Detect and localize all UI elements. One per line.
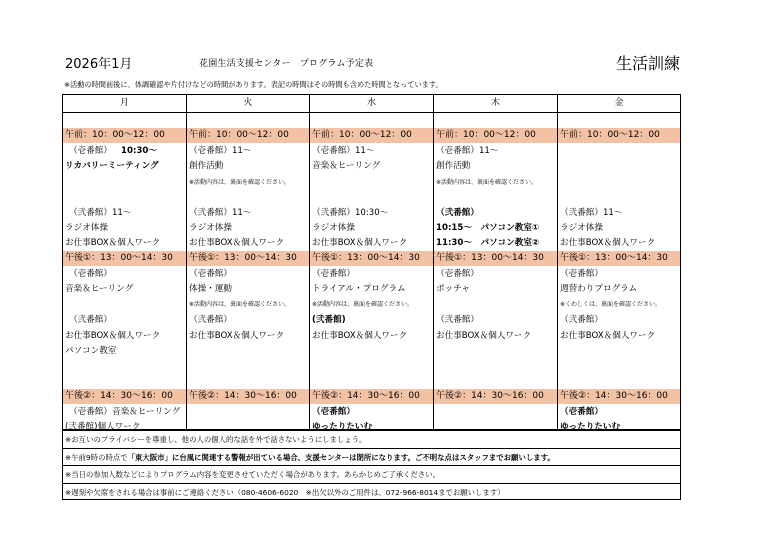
location: （弐番館）11〜 [189, 208, 252, 218]
program: リカバリーミーティング [65, 161, 159, 171]
program: ゆったりたいむ [312, 422, 373, 432]
note: ※活動内容は、裏面を確認ください。 [189, 179, 291, 186]
footer-note-privacy: ※お互いのプライバシーを尊重し、他の人の個人的な話を外で話さないようにしましょう。 [63, 430, 680, 448]
page-header [62, 53, 682, 73]
footer-note-typhoon [63, 448, 680, 466]
program: ラジオ体操 [312, 223, 355, 233]
location: （壱番館）11〜 [189, 146, 252, 156]
program: 体操・運動 [189, 284, 232, 294]
location: （弐番館） [69, 315, 112, 325]
location: （弐番館）10:30〜 [312, 208, 389, 218]
am-slot-label: 午前：10：00〜12：00 [189, 130, 289, 140]
category-label: 生活訓練 [615, 54, 680, 73]
program: パソコン教室 [65, 346, 117, 356]
program: トライアル・プログラム [312, 284, 406, 294]
pm2-slot-label: 午後②：14：30〜16：00 [65, 391, 173, 401]
location: （壱番館） [560, 407, 603, 417]
am-slot-label: 午前：10：00〜12：00 [65, 130, 165, 140]
pm1-slot-label: 午後①：13：00〜14：30 [560, 253, 668, 263]
program: 11:30〜 パソコン教室② [436, 238, 540, 248]
program: ラジオ体操 [189, 223, 232, 233]
month-label: 2026年1月 [65, 57, 133, 72]
footer-notes [62, 430, 681, 500]
day-header-wed: 水 [366, 98, 376, 108]
program: お仕事BOX＆個人ワーク [436, 331, 532, 341]
program: (弐番館)個人ワーク [65, 422, 141, 432]
program: ボッチャ [436, 284, 471, 294]
program: お仕事BOX＆個人ワーク [189, 331, 285, 341]
location: （弐番館） [560, 315, 603, 325]
program: 音楽＆ヒーリング [312, 161, 381, 171]
day-column-fri [558, 95, 680, 432]
program: お仕事BOX＆個人ワーク [65, 238, 161, 248]
location: （弐番館） [436, 315, 479, 325]
day-column-wed [310, 95, 433, 432]
pm1-slot-label: 午後①：13：00〜14：30 [65, 253, 173, 263]
location: （壱番館）11〜 [312, 146, 375, 156]
day-header-tue: 火 [243, 98, 253, 108]
note: ※活動内容は、裏面を確認ください。 [436, 179, 538, 186]
program: ゆったりたいむ [560, 422, 621, 432]
am-slot-label: 午前：10：00〜12：00 [312, 130, 412, 140]
location: （壱番館） [312, 407, 355, 417]
location: （壱番館） [189, 269, 232, 279]
location: （壱番館）11〜 [436, 146, 499, 156]
program: お仕事BOX＆個人ワーク [560, 331, 656, 341]
location: (弐番館) [312, 315, 346, 325]
program: ラジオ体操 [560, 223, 603, 233]
pm1-slot-label: 午後①：13：00〜14：30 [312, 253, 420, 263]
program: 創作活動 [436, 161, 471, 171]
am-slot-label: 午前：10：00〜12：00 [560, 130, 660, 140]
program: ラジオ体操 [65, 223, 108, 233]
location: （弐番館）11〜 [560, 208, 623, 218]
location: （壱番館） [69, 146, 112, 156]
location: （壱番館） [560, 269, 603, 279]
location: （壱番館） [69, 269, 112, 279]
am-slot-label: 午前：10：00〜12：00 [436, 130, 536, 140]
program: お仕事BOX＆個人ワーク [312, 331, 408, 341]
day-column-thu [434, 95, 557, 429]
day-header-thu: 木 [490, 98, 500, 108]
schedule-table [62, 94, 681, 430]
day-column-mon [63, 95, 186, 432]
footer-note-typhoon-lead: ※午前9時の時点で [65, 452, 128, 462]
location: （弐番館）11〜 [69, 208, 132, 218]
pm1-slot-label: 午後①：13：00〜14：30 [436, 253, 544, 263]
pm2-slot-label: 午後②：14：30〜16：00 [436, 391, 544, 401]
program: （壱番館）音楽＆ヒーリング [69, 407, 181, 417]
program: お仕事BOX＆個人ワーク [189, 238, 285, 248]
location: （壱番館） [436, 269, 479, 279]
note: ※くわしくは、裏面を確認ください。 [560, 301, 662, 308]
pm2-slot-label: 午後②：14：30〜16：00 [189, 391, 297, 401]
footer-note-typhoon-bold: 「東大阪市」に台風に関連する警報が出ている場合、支援センターは閉所になります。ご不明な点はスタッフまでお願いします。 [127, 452, 555, 462]
location: （弐番館） [189, 315, 232, 325]
program: お仕事BOX＆個人ワーク [312, 238, 408, 248]
program: お仕事BOX＆個人ワーク [65, 331, 161, 341]
program: 音楽＆ヒーリング [65, 284, 134, 294]
note: ※活動内容は、裏面を確認ください。 [312, 301, 414, 308]
footer-note-contact: ※遅刻や欠席をされる場合は事前にご連絡ください（080-4606-6020 ※出欠以外のご用件は、072-966-8014までお願いします） [63, 483, 680, 501]
location: （壱番館） [312, 269, 355, 279]
pm2-slot-label: 午後②：14：30〜16：00 [312, 391, 420, 401]
pm1-slot-label: 午後①：13：00〜14：30 [189, 253, 297, 263]
program: 創作活動 [189, 161, 224, 171]
pm2-slot-label: 午後②：14：30〜16：00 [560, 391, 668, 401]
note: ※活動内容は、裏面を確認ください。 [189, 301, 291, 308]
start-time: 10:30〜 [121, 146, 157, 156]
program: 10:15〜 パソコン教室① [436, 223, 540, 233]
footer-note-change: ※当日の参加人数などによりプログラム内容を変更させていただく場合があります。あらかじめご了承ください。 [63, 465, 680, 483]
location: （弐番館） [436, 208, 479, 218]
day-column-tue [187, 95, 309, 429]
day-header-fri: 金 [614, 98, 624, 108]
center-title: 花園生活支援センター プログラム予定表 [199, 59, 374, 69]
program: 週替わりプログラム [560, 284, 638, 294]
program: お仕事BOX＆個人ワーク [560, 238, 656, 248]
top-note: ※活動の時間前後に、体調確認や片付けなどの時間があります。表記の時間はその時間も含めた時間となっています。 [64, 80, 443, 89]
day-header-mon: 月 [119, 98, 129, 108]
